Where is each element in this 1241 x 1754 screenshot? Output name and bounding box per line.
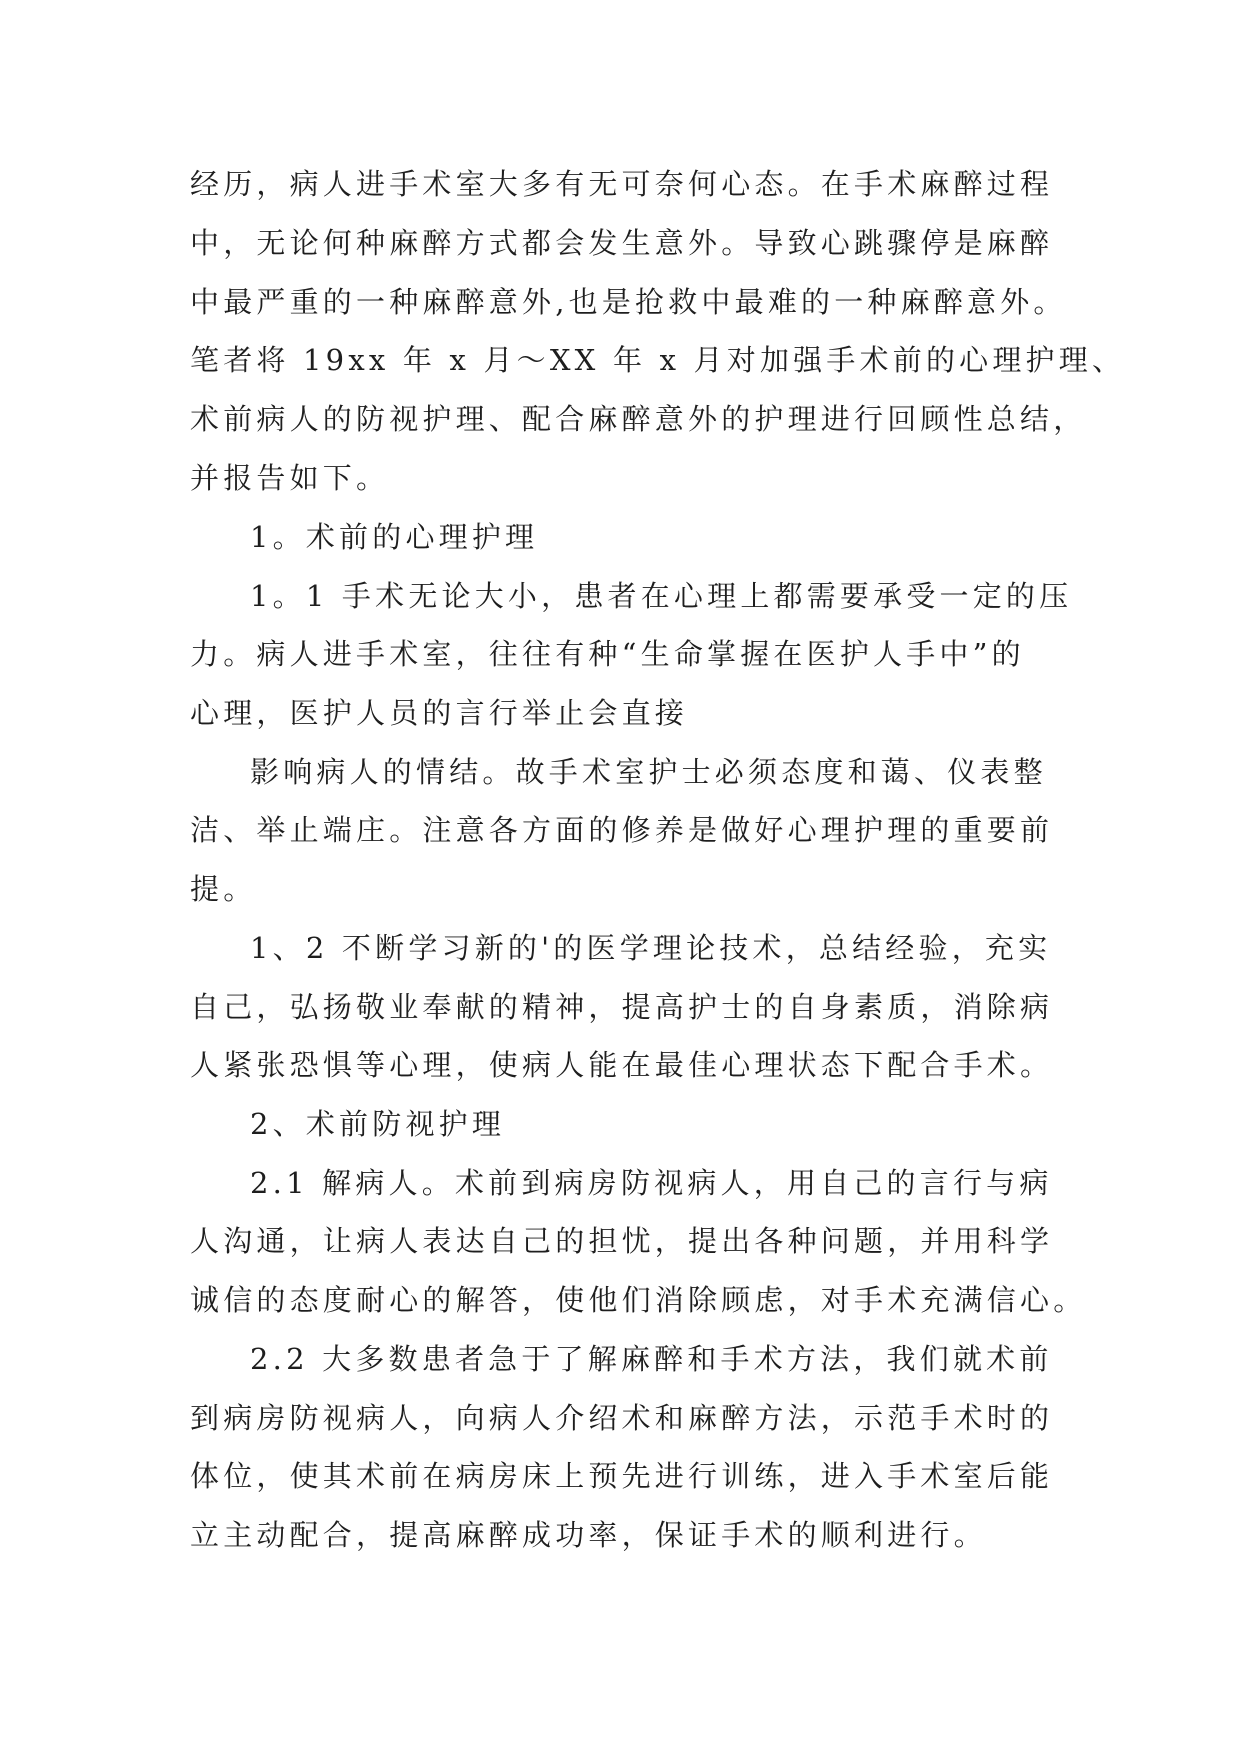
text-line: 体位，使其术前在病房床上预先进行训练，进入手术室后能 — [190, 1459, 1054, 1493]
text-line: 笔者将 19xx 年 x 月～XX 年 x 月对加强手术前的心理护理、 — [190, 343, 1126, 377]
section-heading: 1。术前的心理护理 — [250, 520, 539, 554]
text-line: 力。病人进手术室，往往有种“生命掌握在医护人手中”的 — [190, 637, 1025, 671]
text-line: 中，无论何种麻醉方式都会发生意外。导致心跳骤停是麻醉 — [190, 226, 1054, 260]
text-line: 自己，弘扬敬业奉献的精神，提高护士的自身素质，消除病 — [190, 990, 1054, 1024]
text-line: 影响病人的情结。故手术室护士必须态度和蔼、仪表整 — [250, 755, 1047, 789]
text-line: 并报告如下。 — [190, 461, 390, 495]
text-line: 人紧张恐惧等心理，使病人能在最佳心理状态下配合手术。 — [190, 1048, 1054, 1082]
text-line: 2.1 解病人。术前到病房防视病人，用自己的言行与病 — [250, 1166, 1053, 1200]
text-line: 1、2 不断学习新的'的医学理论技术，总结经验，充实 — [250, 931, 1052, 965]
text-line: 诚信的态度耐心的解答，使他们消除顾虑，对手术充满信心。 — [190, 1283, 1087, 1317]
text-line: 术前病人的防视护理、配合麻醉意外的护理进行回顾性总结， — [190, 402, 1087, 436]
text-line: 中最严重的一种麻醉意外,也是抢救中最难的一种麻醉意外。 — [190, 285, 1067, 319]
text-line: 到病房防视病人，向病人介绍术和麻醉方法，示范手术时的 — [190, 1401, 1054, 1435]
text-line: 经历，病人进手术室大多有无可奈何心态。在手术麻醉过程 — [190, 167, 1054, 201]
section-heading: 2、术前防视护理 — [250, 1107, 506, 1141]
text-line: 2.2 大多数患者急于了解麻醉和手术方法，我们就术前 — [250, 1342, 1053, 1376]
text-line: 洁、举止端庄。注意各方面的修养是做好心理护理的重要前 — [190, 813, 1054, 847]
text-line: 人沟通，让病人表达自己的担忧，提出各种问题，并用科学 — [190, 1224, 1054, 1258]
text-line: 心理，医护人员的言行举止会直接 — [190, 696, 689, 730]
text-line: 立主动配合，提高麻醉成功率，保证手术的顺利进行。 — [190, 1518, 987, 1552]
text-line: 提。 — [190, 872, 257, 906]
text-line: 1。1 手术无论大小，患者在心理上都需要承受一定的压 — [250, 579, 1073, 613]
